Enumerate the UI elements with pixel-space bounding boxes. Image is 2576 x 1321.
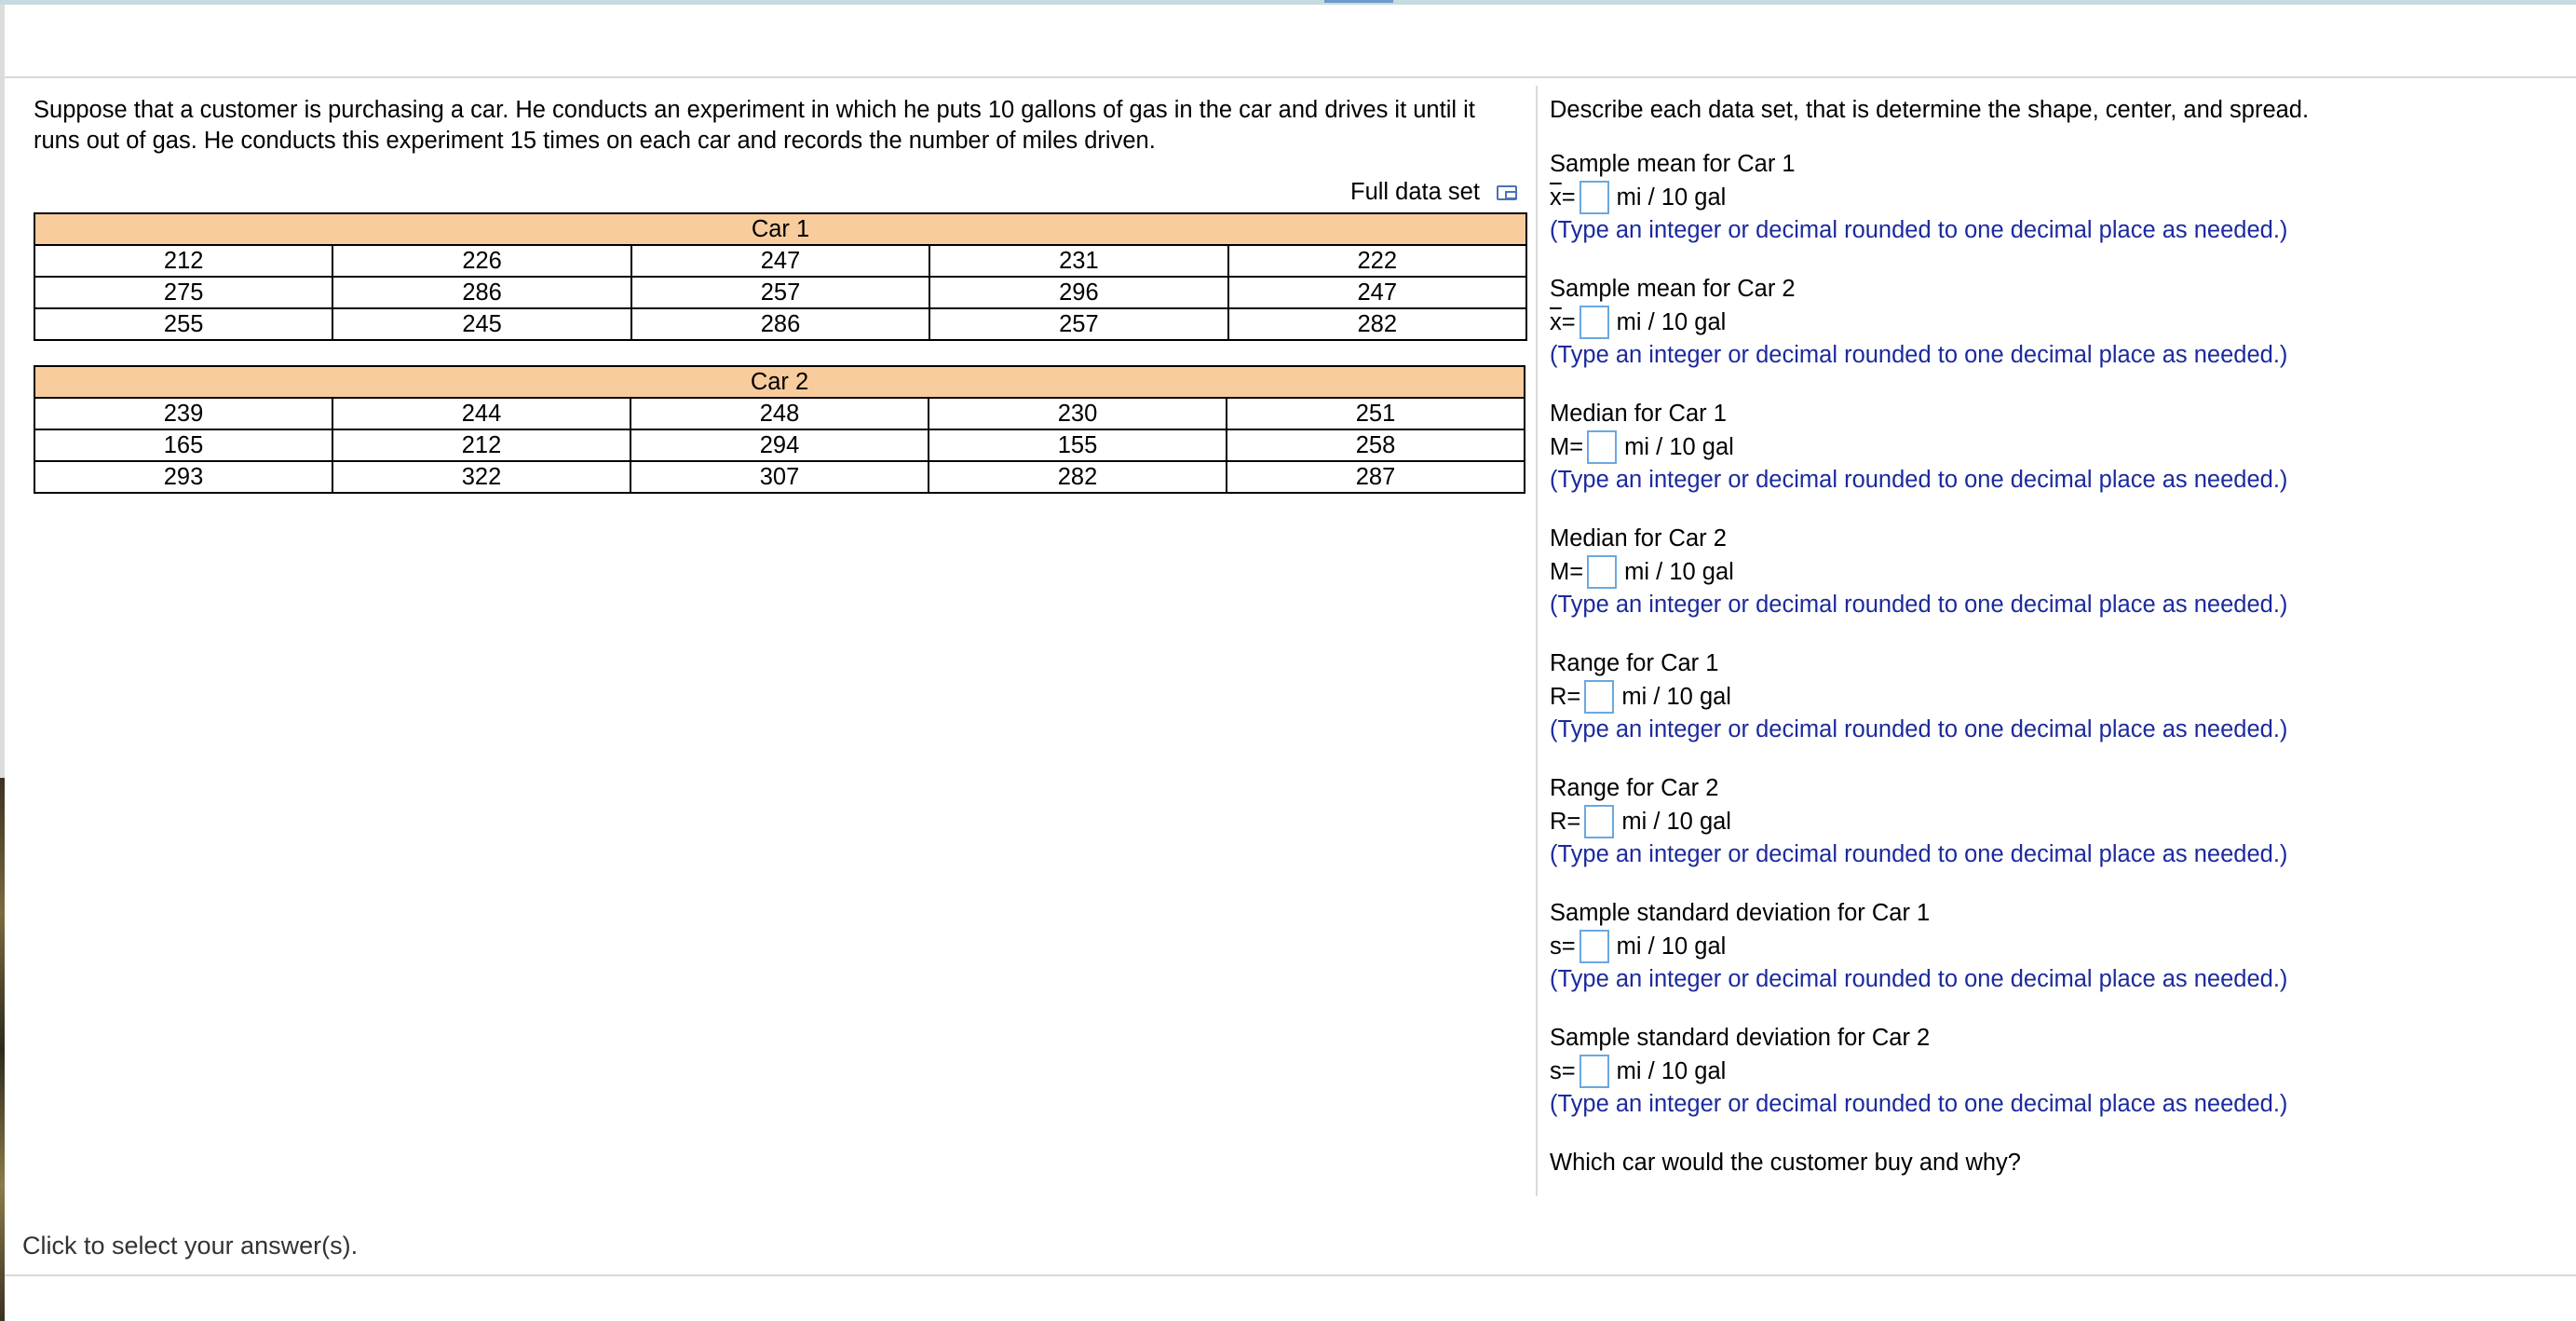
question-car1-stdev (1550, 898, 2287, 995)
header-divider (5, 76, 2576, 78)
popout-icon[interactable] (1497, 185, 1517, 200)
table-cell: 247 (631, 245, 929, 277)
symbol-label: s (1550, 933, 1562, 960)
table-row (34, 461, 1525, 493)
car2-median-input[interactable] (1587, 555, 1617, 589)
table-cell: 226 (332, 245, 630, 277)
table-cell: 212 (332, 429, 630, 461)
hint-text: (Type an integer or decimal rounded to one decimal place as needed.) (1550, 966, 2288, 992)
hint-text: (Type an integer or decimal rounded to one decimal place as needed.) (1550, 1091, 2288, 1117)
table-cell: 293 (34, 461, 332, 493)
answer-row (1550, 1054, 2287, 1089)
table-cell: 247 (1228, 277, 1526, 308)
table-cell: 251 (1227, 398, 1525, 429)
panel-divider (1536, 86, 1538, 1196)
equals-sign: = (1566, 808, 1581, 835)
table-cell: 307 (630, 461, 929, 493)
equals-sign: = (1561, 1057, 1576, 1084)
question-car2-stdev (1550, 1023, 2287, 1120)
question-car1-mean (1550, 149, 2287, 246)
car2-data-table (34, 365, 1525, 494)
symbol-label: R (1550, 683, 1567, 710)
symbol-label: $\overline{x}$ (1550, 184, 1562, 211)
answer-row (1550, 929, 2287, 964)
equals-sign: = (1569, 433, 1584, 460)
car1-data-table (34, 212, 1527, 341)
question-title: Sample standard deviation for Car 2 (1550, 1025, 1931, 1051)
unit-label: mi / 10 gal (1616, 308, 1727, 335)
table-cell: 287 (1227, 461, 1525, 493)
hint-text: (Type an integer or decimal rounded to one decimal place as needed.) (1550, 342, 2288, 368)
final-question: Which car would the customer buy and why? (1550, 1150, 2021, 1176)
top-strip (0, 0, 2576, 5)
table-cell: 165 (34, 429, 332, 461)
table-cell: 248 (630, 398, 929, 429)
table-cell: 230 (929, 398, 1227, 429)
left-edge-wallpaper (0, 778, 5, 1321)
table-cell: 257 (929, 308, 1227, 340)
problem-text-line-2: runs out of gas. He conducts this experiment 15 times on each car and records the number of miles driven. (34, 128, 1156, 154)
table-cell: 282 (1228, 308, 1526, 340)
table-row (34, 245, 1526, 277)
footer-divider (5, 1274, 2576, 1276)
table-cell: 275 (34, 277, 332, 308)
answer-row (1550, 679, 2287, 715)
car1-median-input[interactable] (1587, 430, 1617, 464)
unit-label: mi / 10 gal (1624, 433, 1734, 460)
car1-mean-input[interactable] (1579, 181, 1609, 214)
answer-row (1550, 305, 2287, 340)
table-cell: 244 (332, 398, 630, 429)
table-cell: 255 (34, 308, 332, 340)
unit-label: mi / 10 gal (1624, 558, 1734, 585)
question-title: Range for Car 2 (1550, 775, 1719, 801)
question-title: Median for Car 2 (1550, 525, 1727, 552)
full-data-set-label: Full data set (1350, 179, 1480, 205)
unit-label: mi / 10 gal (1621, 808, 1731, 835)
table-row (34, 398, 1525, 429)
question-title: Sample mean for Car 2 (1550, 276, 1796, 302)
unit-label: mi / 10 gal (1616, 184, 1727, 211)
problem-text-line-1: Suppose that a customer is purchasing a car. He conducts an experiment in which he puts 10 gallons of gas in the car and drives it until it (34, 97, 1475, 123)
problem-statement (34, 95, 1524, 157)
table-cell: 258 (1227, 429, 1525, 461)
car2-table-title: Car 2 (34, 366, 1525, 398)
left-edge (0, 5, 5, 1321)
question-car2-range (1550, 773, 2287, 870)
car2-stdev-input[interactable] (1579, 1055, 1609, 1088)
question-car1-range (1550, 648, 2287, 745)
answer-row (1550, 554, 2287, 590)
hint-text: (Type an integer or decimal rounded to one decimal place as needed.) (1550, 841, 2288, 867)
car1-stdev-input[interactable] (1579, 930, 1609, 963)
table-cell: 294 (630, 429, 929, 461)
table-cell: 296 (929, 277, 1227, 308)
car1-range-input[interactable] (1584, 680, 1614, 714)
symbol-label: s (1550, 1057, 1562, 1084)
top-strip-marker (1324, 0, 1393, 3)
table-cell: 286 (332, 277, 630, 308)
footer-instruction: Click to select your answer(s). (22, 1232, 359, 1260)
symbol-label: $\overline{x}$ (1550, 308, 1562, 335)
hint-text: (Type an integer or decimal rounded to one decimal place as needed.) (1550, 217, 2288, 243)
equals-sign: = (1569, 558, 1584, 585)
hint-text: (Type an integer or decimal rounded to one decimal place as needed.) (1550, 467, 2288, 493)
question-car1-median (1550, 399, 2287, 496)
table-cell: 257 (631, 277, 929, 308)
question-title: Sample mean for Car 1 (1550, 151, 1796, 177)
table-cell: 245 (332, 308, 630, 340)
table-cell: 322 (332, 461, 630, 493)
equals-sign: = (1561, 308, 1576, 335)
question-title: Range for Car 1 (1550, 650, 1719, 676)
car2-mean-input[interactable] (1579, 306, 1609, 339)
car1-table-title: Car 1 (34, 213, 1526, 245)
hint-text: (Type an integer or decimal rounded to one decimal place as needed.) (1550, 716, 2288, 742)
table-cell: 239 (34, 398, 332, 429)
table-row (34, 308, 1526, 340)
equals-sign: = (1561, 184, 1576, 211)
question-title: Median for Car 1 (1550, 401, 1727, 427)
table-cell: 231 (929, 245, 1227, 277)
symbol-label: M (1550, 558, 1570, 585)
question-title: Sample standard deviation for Car 1 (1550, 900, 1931, 926)
symbol-label: R (1550, 808, 1567, 835)
table-row (34, 277, 1526, 308)
symbol-label: M (1550, 433, 1570, 460)
full-data-set-link[interactable] (1350, 179, 1517, 206)
question-car2-median (1550, 524, 2287, 620)
table-cell: 222 (1228, 245, 1526, 277)
table-cell: 212 (34, 245, 332, 277)
answer-row (1550, 804, 2287, 839)
car2-range-input[interactable] (1584, 805, 1614, 838)
equals-sign: = (1561, 933, 1576, 960)
hint-text: (Type an integer or decimal rounded to one decimal place as needed.) (1550, 592, 2288, 618)
unit-label: mi / 10 gal (1616, 933, 1727, 960)
question-car2-mean (1550, 274, 2287, 371)
instructions-text: Describe each data set, that is determine the shape, center, and spread. (1550, 97, 2310, 123)
answer-row (1550, 180, 2287, 215)
table-cell: 155 (929, 429, 1227, 461)
equals-sign: = (1566, 683, 1581, 710)
unit-label: mi / 10 gal (1616, 1057, 1727, 1084)
answer-row (1550, 429, 2287, 465)
unit-label: mi / 10 gal (1621, 683, 1731, 710)
table-cell: 282 (929, 461, 1227, 493)
table-cell: 286 (631, 308, 929, 340)
table-row (34, 429, 1525, 461)
